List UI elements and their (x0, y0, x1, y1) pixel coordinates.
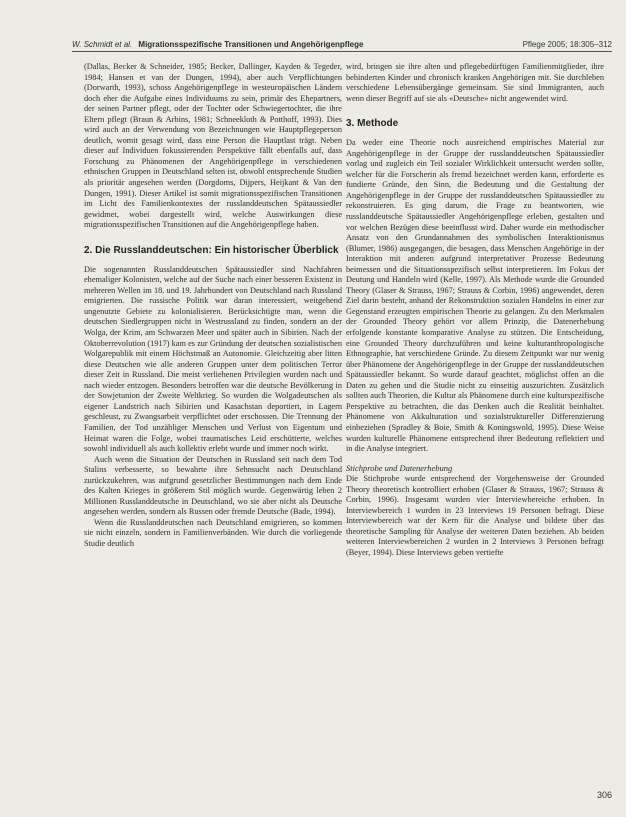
page-number: 306 (596, 790, 612, 800)
header-title: Migrationsspezifische Transitionen und Angehörigenpflege (138, 40, 364, 49)
section-2-paragraph-3: Wenn die Russlanddeutschen nach Deutschland emigrieren, so kommen sie nicht einzeln, sondern in Familienverbänden. Wie durch die vorliegende Studie deutlich (84, 517, 342, 548)
right-intro-paragraph: wird, bringen sie ihre alten und pflegebedürftigen Familienmitglieder, ihre behinderten Kinder und chronisch kranken Angehörigen mit. Sie durchleben verschiedene Lebensübergänge gemeinsam. Sie sind Immigranten, auch wenn dieser Begriff auf sie als «Deutsche» nicht angewendet wird. (346, 62, 604, 103)
right-column (346, 62, 604, 559)
section-3-heading: 3. Methode (346, 118, 399, 130)
subsection-heading: Stichprobe und Datenerhebung (346, 462, 453, 473)
header-journal: Pflege 2005; 18:305–312 (522, 40, 612, 49)
header-authors: W. Schmidt et al. (72, 40, 133, 49)
header-left (72, 40, 363, 49)
section-2-heading: 2. Die Russlanddeutschen: Ein historischer Überblick (84, 244, 339, 256)
section-2-paragraph-2: Auch wenn die Situation der Deutschen in Russland seit nach dem Tod Stalins verbesserte, so bewahrte ihre Sehnsucht nach Deutschland zurückzukehren, was aufgrund gesetzlicher Bestimmungen nach dem Ende des Kalten Krieges in größerem Stil möglich wurde. Gegenwärtig leben 2 Millionen Russlanddeutsche in Deutschland, wo sie aber nicht als Deutsche angesehen werden, sondern als Russen oder fremde Deutsche (Bade, 1994). (84, 454, 342, 517)
section-3-paragraph: Da weder eine Theorie noch ausreichend empirisches Material zur Angehörigenpflege in der Gruppe der russlanddeutschen Spätaussiedler vorlag und zugleich ein Teil sozialer Wirklichkeit untersucht werden sollte, welcher für die Forscherin als fremd bezeichnet werden kann, erforderte es fundierte Gründe, den Sinn, die Bedeutung und die Gestaltung der Angehörigenpflege in der Gruppe der russlanddeutschen Spätaussiedler zu rekonstruieren. Es ging darum, die Frage zu beantworten, wie russlanddeutsche Spätaussiedler Angehörigenpflege erleben, gestalten und vor welchen Bezügen diese beeinflusst wird. Daher wurde ein methodischer Ansatz von den Grundannahmen des symbolischen Interaktionismus (Blumer, 1986) ausgegangen, die besagen, dass Menschen Angehörige in der Interaktion mit anderen aufgrund interpretativer Prozesse Bedeutung beimessen und die Situationsspezifisch selbst interpretieren. Im Fokus der Deutung und Handeln wird (Kelle, 1997). Als Methode wurde die Grounded Theory (Glaser & Strauss, 1967; Strauss & Corbin, 1996) angewendet, deren Ziel darin besteht, anhand der Rekonstruktion sozialen Handelns in einer zur Gegenstand erzeugten empirischen Theorie zu gelangen. Zu den Merkmalen der Grounded Theory gehört vor allem Prinzip, die Datenerhebung erfolgende konstante komparative Analyse zu stützen. Die Entscheidung, eine Grounded Theory durchzuführen und keine kulturanthropologische Ethnographie, hat verschiedene Gründe. Zu diesem Zeitpunkt war nur wenig über Phänomene der Angehörigenpflege in der Gruppe der russlanddeutschen Spätaussiedler bekannt. So wurde darauf geachtet, möglichst offen an die Daten zu gehen und die Studie nicht zu einseitig auszurichten. Zusätzlich sollten auch Theorien, die Kultur als Phänomene durch eine kulturspezifische Perspektive zu betrachten, die das Denken auch die Realität beinhaltet. Phänomene von Akkulturation und sozialstruktureller Differenzierung einbeziehen (Spradley & Boie, Smith & Koningswold, 1995). Diese Weise wurden kulturelle Phänomene entsprechend ihrer Bedeutung reflektiert und in die Analyse integriert. (346, 138, 604, 454)
left-column (84, 62, 342, 550)
subsection-paragraph: Die Stichprobe wurde entsprechend der Vorgehensweise der Grounded Theory theoretisch kontrolliert erhoben (Glaser & Strauss, 1967; Strauss & Corbin, 1996). Insgesamt wurden vier Interviewbereiche erhoben. In Interviewbereich 1 wurden in 23 Interviews 19 Personen befragt. Diese Interviewbereich war der Kern für die Analyse und bildete über das theoretische Sampling für Analyse der weiteren Daten beziehen. Ab beiden weiteren Interviewbereichen 2 wurden in 2 Interviews 3 Personen befragt (Beyer, 1994). Diese Interviews geben vertiefte (346, 474, 604, 557)
running-header (72, 40, 612, 52)
section-2-paragraph-1: Die sogenannten Russlanddeutschen Spätaussiedler sind Nachfahren ehemaliger Kolonisten, welche auf der Suche nach einer besseren Existenz in mehreren Wellen im 18. und 19. Jahrhundert von Deutschland nach Russland emigrierten. Die russische Politik war daran interessiert, weitgehend ungenutzte Gebiete zu kolonialisieren. Berücksichtigte man, wenn die deutschen Siedlergruppen nicht in Westrussland zu finden, sondern an der Wolga, der Krim, am Schwarzen Meer und später auch in Sibirien. Nach der Oktoberrevolution (1917) kam es zur Gründung der deutschen sozialistischen Wolgarepublik mit einem Höchstmaß an Autonomie. Gleichzeitig aber litten diese Deutschen wie alle anderen Gruppen unter dem politischen Terror dieser Zeit in Russland. Die meist verliehenen Privilegien wurden nach und nach wieder entzogen. Besonders betroffen war die deutsche Bevölkerung in der Sowjetunion der Zweite Weltkrieg. So wurden die Wolgadeutschen als eigener Landstrich nach Sibirien und Kasachstan deportiert, in Lagern geschleust, zu Zwangsarbeit verpflichtet oder erschossen. Die Trennung der Familien, der Tod unzähliger Menschen und Verlust von Eigentum und Heimat waren die Folge, wobei traumatisches Leid erschütterte, welches sowohl individuell als auch kollektiv erlebt wurde und immer noch wirkt. (84, 264, 342, 454)
left-intro-paragraph: (Dallas, Becker & Schneider, 1985; Becker, Dallinger, Kayden & Tegeder, 1984; Hansen et van der Dungen, 1994), aber auch Verpflichtungen (Dorwarth, 1993), schoss Angehörigenpflege in westeuropäischen Ländern doch eher die Aufgabe eines Individuums zu sein, primär des Ehepartners, der seinen Partner pflegt, oder der Tochter oder Schwiegertochter, die ihre Eltern pflegt (Braun & Arbins, 1981; Schneekloth & Potthoff, 1993). Dies wird auch an der Verwendung von Bezeichnungen wie Hauptpflegeperson deutlich, womit gesagt wird, dass eine Person die Hauptlast trägt. Neben dieser auf Individuen fokussierenden Perspektive fällt ebenfalls auf, dass Forschung zu Phänomenen der Angehörigenpflege in verschiedenen ethnischen Gruppen in Deutschland selten ist, obwohl entsprechende Studien als prioritär angesehen werden (Dorgdoms, Dijpers, Heijkant & Van den Dungen, 1991). Dieser Artikel ist somit migrationsspezifischen Transitionen im Licht des Familienkontextes der russlanddeutschen Spätaussiedler gewidmet, wobei dargestellt wird, welche Auswirkungen diese migrationsspezifischen Transitionen auf die Angehörigenpflege haben. (84, 62, 342, 230)
